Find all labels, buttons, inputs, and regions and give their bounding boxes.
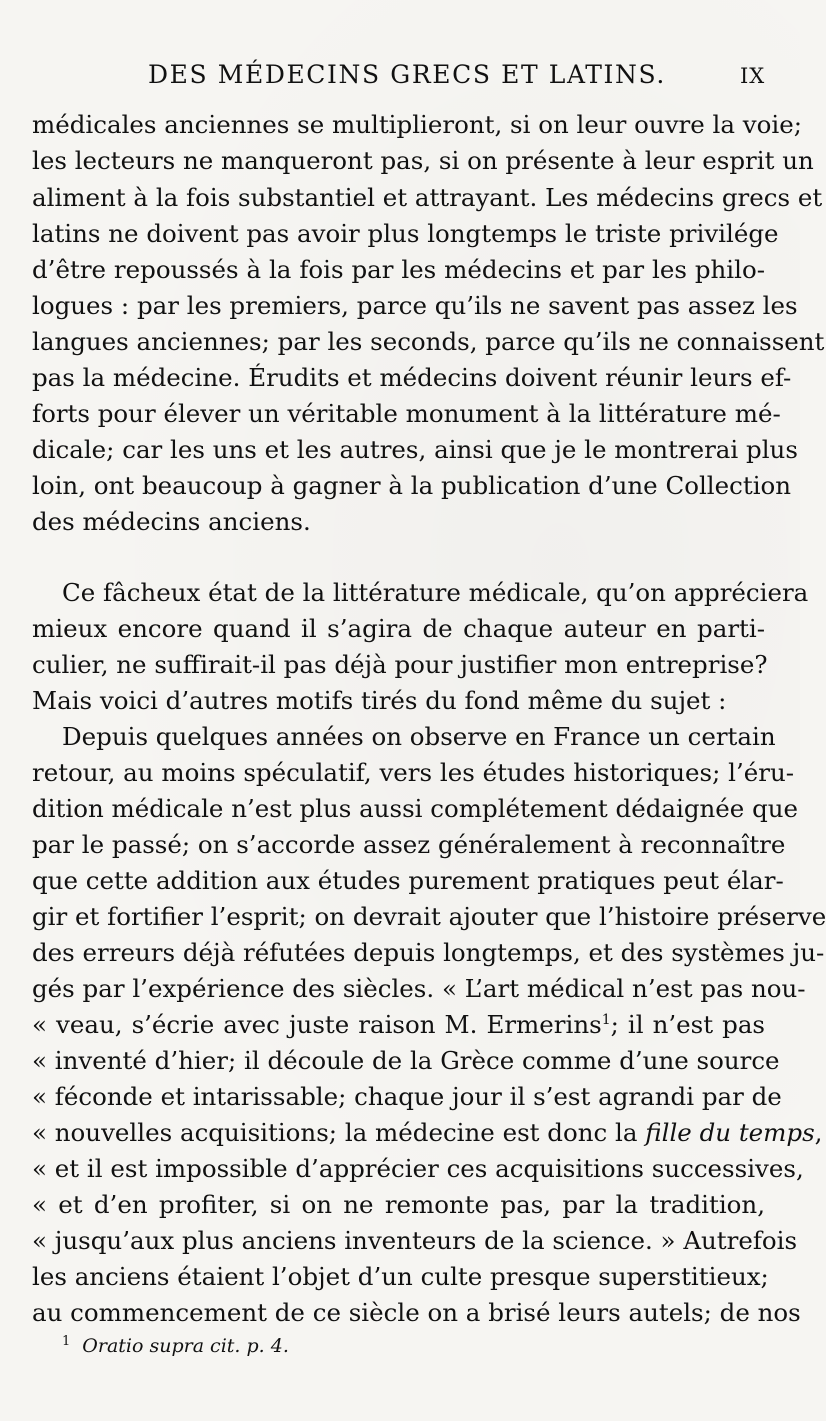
text-segment: ; il n’est pas	[610, 1010, 766, 1039]
text-line: loin, ont beaucoup à gagner à la publication d’une Collection	[32, 471, 792, 500]
text-line: gés par l’expérience des siècles. « L’art médical n’est pas nou-	[32, 974, 806, 1003]
text-line: des médecins anciens.	[32, 507, 311, 536]
text-line: « jusqu’aux plus anciens inventeurs de la science. » Autrefois	[32, 1226, 798, 1255]
text-segment: ,	[814, 1118, 823, 1147]
text-line: les lecteurs ne manqueront pas, si on présente à leur esprit un	[32, 146, 814, 175]
text-line: Mais voici d’autres motifs tirés du fond même du sujet :	[32, 686, 727, 715]
text-line: « et d’en profiter, si on ne remonte pas, par la tradition,	[32, 1190, 765, 1219]
page-header	[0, 60, 800, 94]
text-line: dition médicale n’est plus aussi complétement dédaignée que	[32, 794, 799, 823]
footnote	[62, 1334, 289, 1357]
text-line: médicales anciennes se multiplieront, si on leur ouvre la voie;	[32, 110, 802, 139]
text-line: les anciens étaient l’objet d’un culte presque superstitieux;	[32, 1262, 769, 1291]
text-line: logues : par les premiers, parce qu’ils ne savent pas assez les	[32, 291, 798, 320]
text-line: langues anciennes; par les seconds, parce qu’ils ne connaissent	[32, 327, 825, 356]
italic-phrase: fille du temps	[645, 1118, 815, 1147]
text-line: culier, ne suffirait-il pas déjà pour justifier mon entreprise?	[32, 650, 768, 679]
text-line: que cette addition aux études purement pratiques peut élar-	[32, 866, 784, 895]
footnote-text: Oratio supra cit. p. 4.	[82, 1335, 289, 1357]
text-line: latins ne doivent pas avoir plus longtemps le triste privilége	[32, 219, 779, 248]
text-line: aliment à la fois substantiel et attrayant. Les médecins grecs et	[32, 183, 823, 212]
text-line: des erreurs déjà réfutées depuis longtemps, et des systèmes ju-	[32, 938, 825, 967]
text-line: par le passé; on s’accorde assez généralement à reconnaître	[32, 830, 786, 859]
text-line	[32, 1007, 765, 1043]
text-line: Ce fâcheux état de la littérature médicale, qu’on appréciera	[62, 578, 809, 607]
text-line: Depuis quelques années on observe en France un certain	[62, 722, 776, 751]
text-line: « féconde et intarissable; chaque jour il s’est agrandi par de	[32, 1082, 782, 1111]
text-line: mieux encore quand il s’agira de chaque auteur en parti-	[32, 614, 765, 643]
running-title: DES MÉDECINS GRECS ET LATINS.	[148, 60, 666, 89]
page-number: IX	[740, 64, 766, 88]
footnote-number: 1	[62, 1334, 71, 1349]
text-segment: « nouvelles acquisitions; la médecine est donc la	[32, 1118, 638, 1147]
text-line: forts pour élever un véritable monument à la littérature mé-	[32, 399, 781, 428]
text-line: retour, au moins spéculatif, vers les études historiques; l’éru-	[32, 758, 795, 787]
text-line: d’être repoussés à la fois par les médecins et par les philo-	[32, 255, 765, 284]
text-line: « et il est impossible d’apprécier ces acquisitions successives,	[32, 1154, 804, 1183]
text-line: pas la médecine. Érudits et médecins doivent réunir leurs ef-	[32, 363, 792, 392]
footnote-reference[interactable]: 1	[601, 1012, 611, 1028]
text-line	[32, 1115, 823, 1151]
text-line: gir et fortifier l’esprit; on devrait ajouter que l’histoire préserve	[32, 902, 826, 931]
text-segment: « veau, s’écrie avec juste raison M. Ermerins	[32, 1010, 602, 1039]
text-line: dicale; car les uns et les autres, ainsi que je le montrerai plus	[32, 435, 798, 464]
text-line: au commencement de ce siècle on a brisé leurs autels; de nos	[32, 1298, 801, 1327]
text-line: « inventé d’hier; il découle de la Grèce comme d’une source	[32, 1046, 780, 1075]
